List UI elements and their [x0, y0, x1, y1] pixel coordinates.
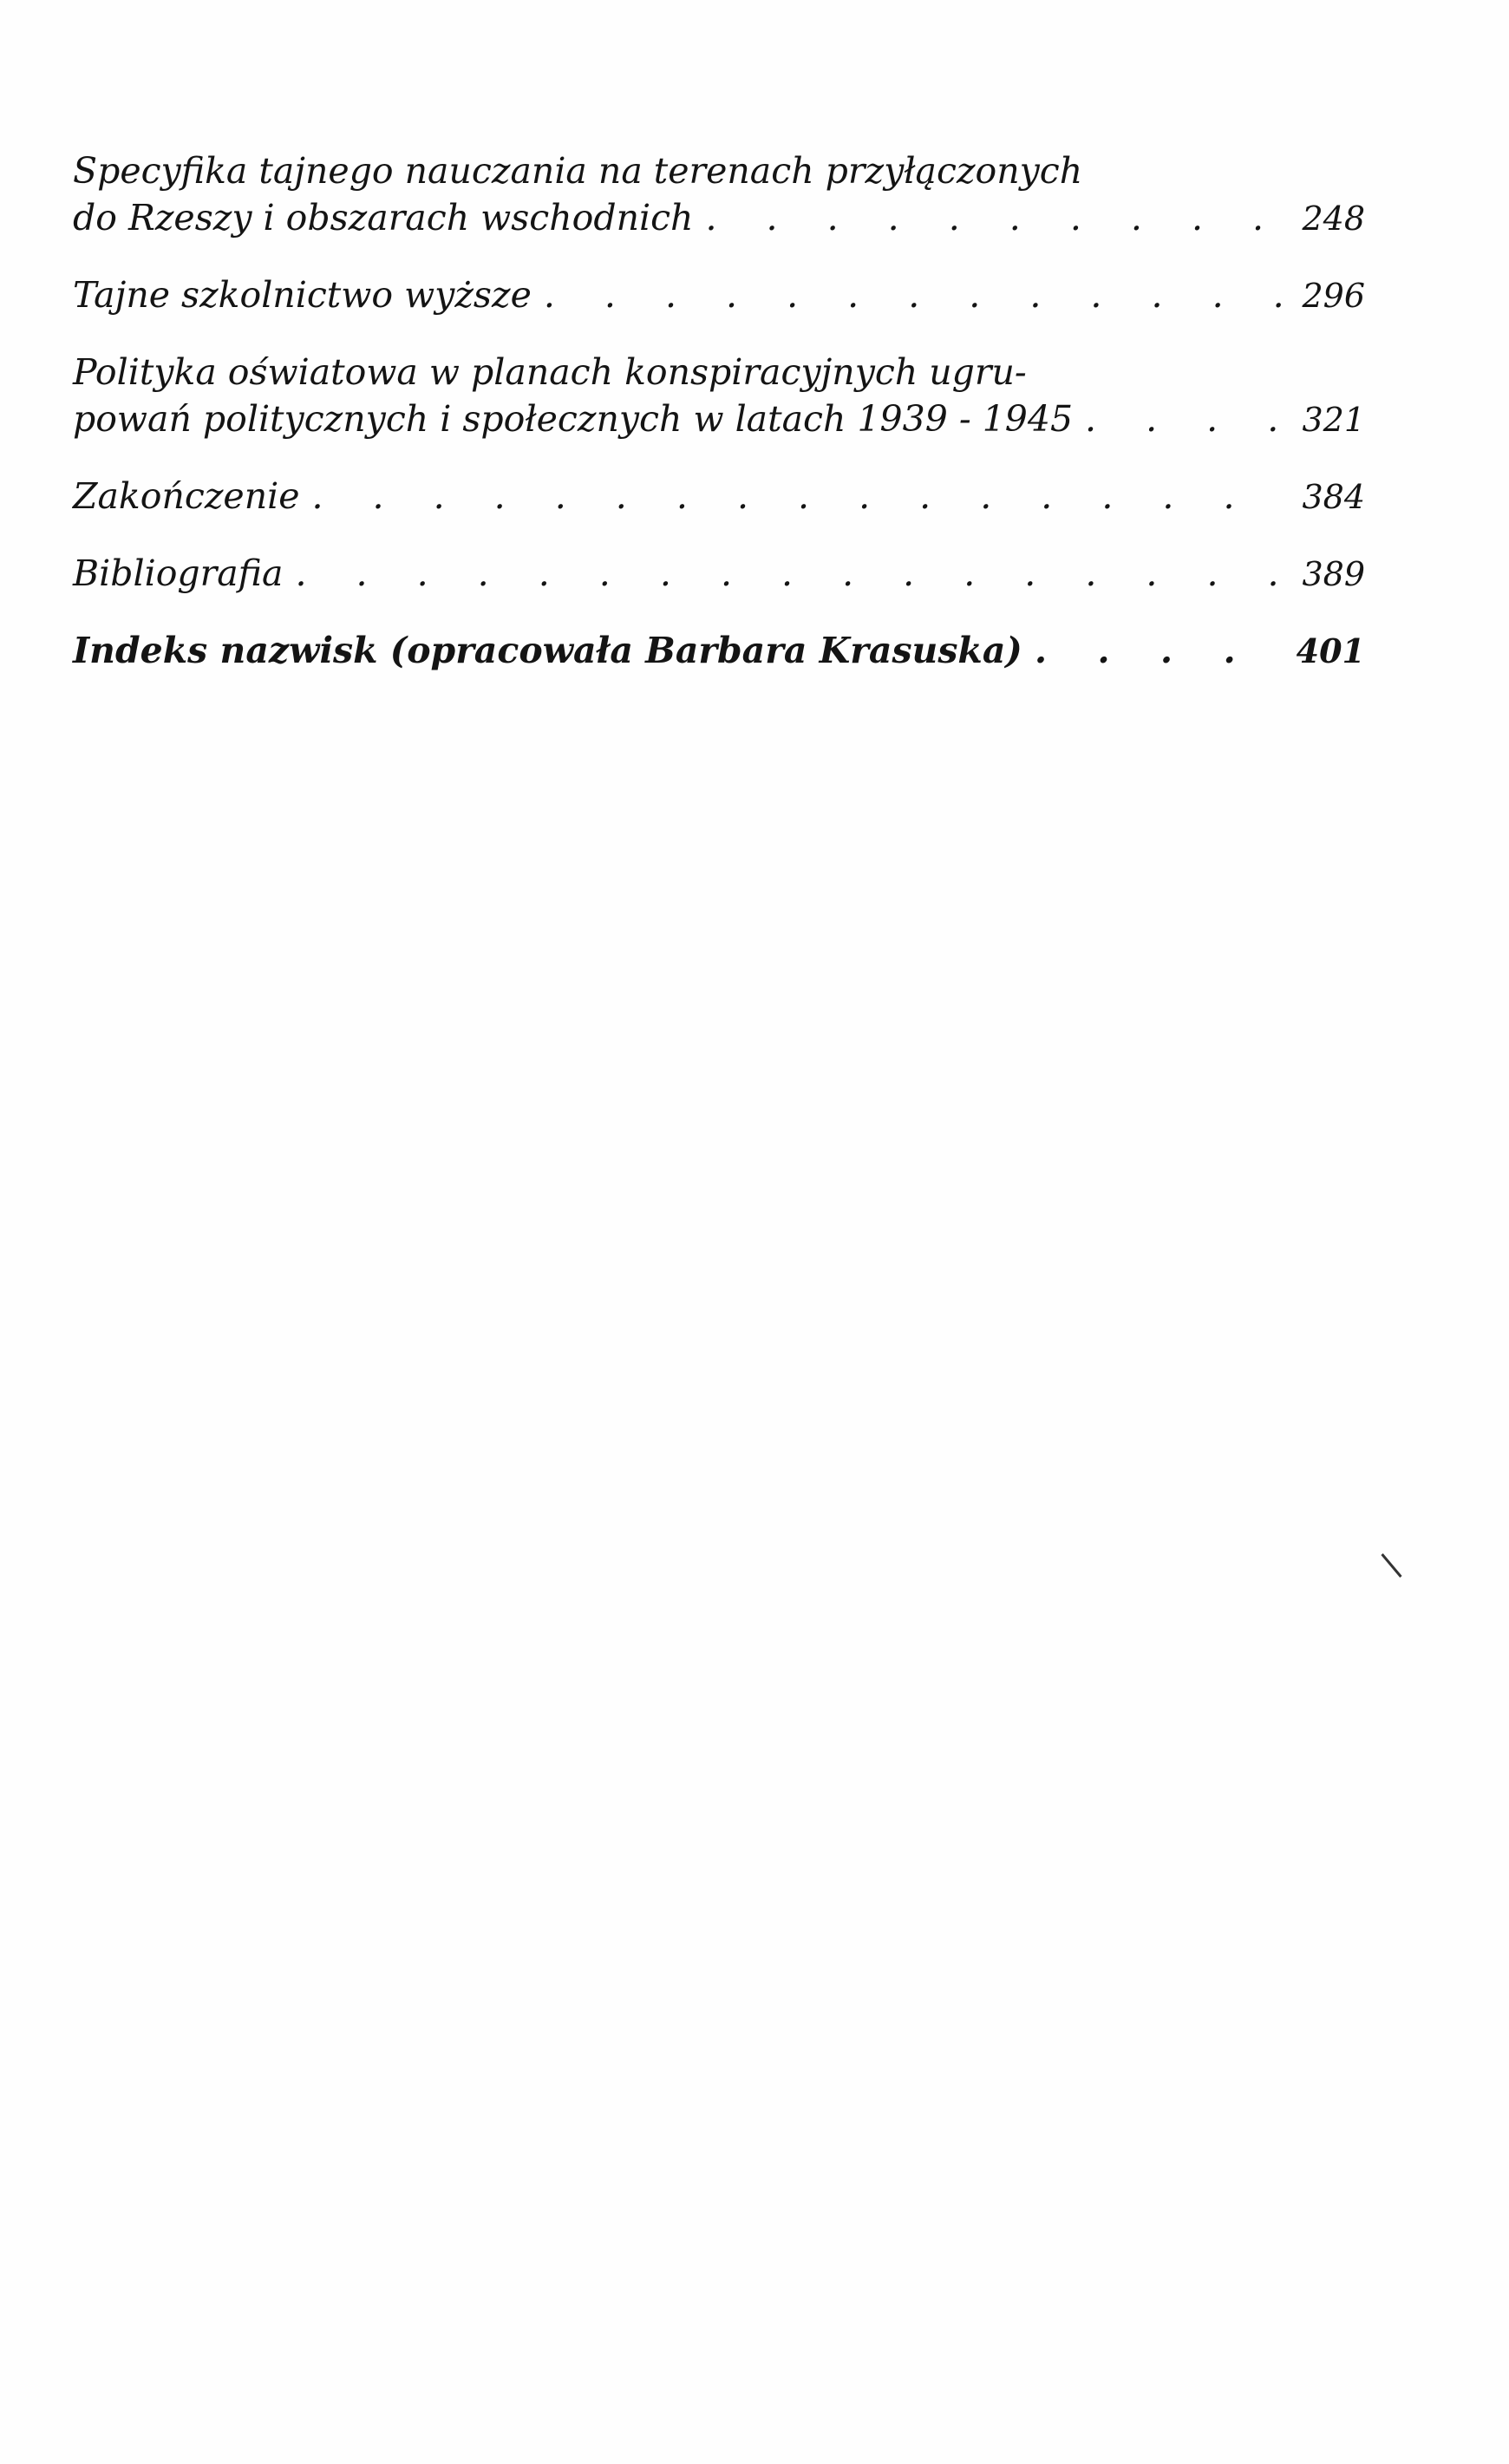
- dot-leader: [299, 473, 1287, 520]
- toc-entry-page-number: 296: [1302, 277, 1365, 315]
- toc-entry-title-line1: Polityka oświatowa w planach konspiracyjnych ugru-: [73, 351, 1027, 393]
- toc-entry-page-number: 384: [1302, 478, 1365, 516]
- toc-entry-title: Indeks nazwisk (opracowała Barbara Krasuska): [73, 630, 1022, 671]
- dot-leader: [532, 271, 1287, 318]
- toc-entry-page-number: 321: [1302, 401, 1365, 439]
- toc-entry-indeks-nazwisk: [73, 627, 1365, 675]
- dot-leader: [283, 550, 1287, 597]
- toc-entry-page-number: 389: [1302, 555, 1365, 593]
- toc-entry-page-number: 401: [1296, 631, 1365, 670]
- toc-entry-title-line2: do Rzeszy i obszarach wschodnich: [73, 197, 694, 239]
- toc-entry-title: Tajne szkolnictwo wyższe: [73, 274, 532, 316]
- toc-entry-zakonczenie: [73, 473, 1365, 520]
- scan-artifact-mark: [1381, 1553, 1401, 1578]
- toc-entry-polityka-oswiatowa: [73, 349, 1365, 443]
- dot-leader: [1022, 627, 1287, 674]
- toc-entry-title: Zakończenie: [73, 475, 300, 517]
- dot-leader: [1073, 395, 1287, 442]
- toc-entry-bibliografia: [73, 550, 1365, 598]
- table-of-contents: [73, 147, 1365, 704]
- dot-leader: [693, 194, 1287, 241]
- toc-entry-title: Bibliografia: [73, 552, 284, 594]
- toc-entry-specyfika: [73, 147, 1365, 242]
- toc-entry-title-line1: Specyfika tajnego nauczania na terenach przyłączonych: [73, 150, 1083, 192]
- toc-entry-title-line2: powań politycznych i społecznych w latach 1939 - 1945: [73, 398, 1074, 440]
- toc-entry-tajne-szkolnictwo: [73, 271, 1365, 319]
- toc-entry-page-number: 248: [1302, 199, 1365, 238]
